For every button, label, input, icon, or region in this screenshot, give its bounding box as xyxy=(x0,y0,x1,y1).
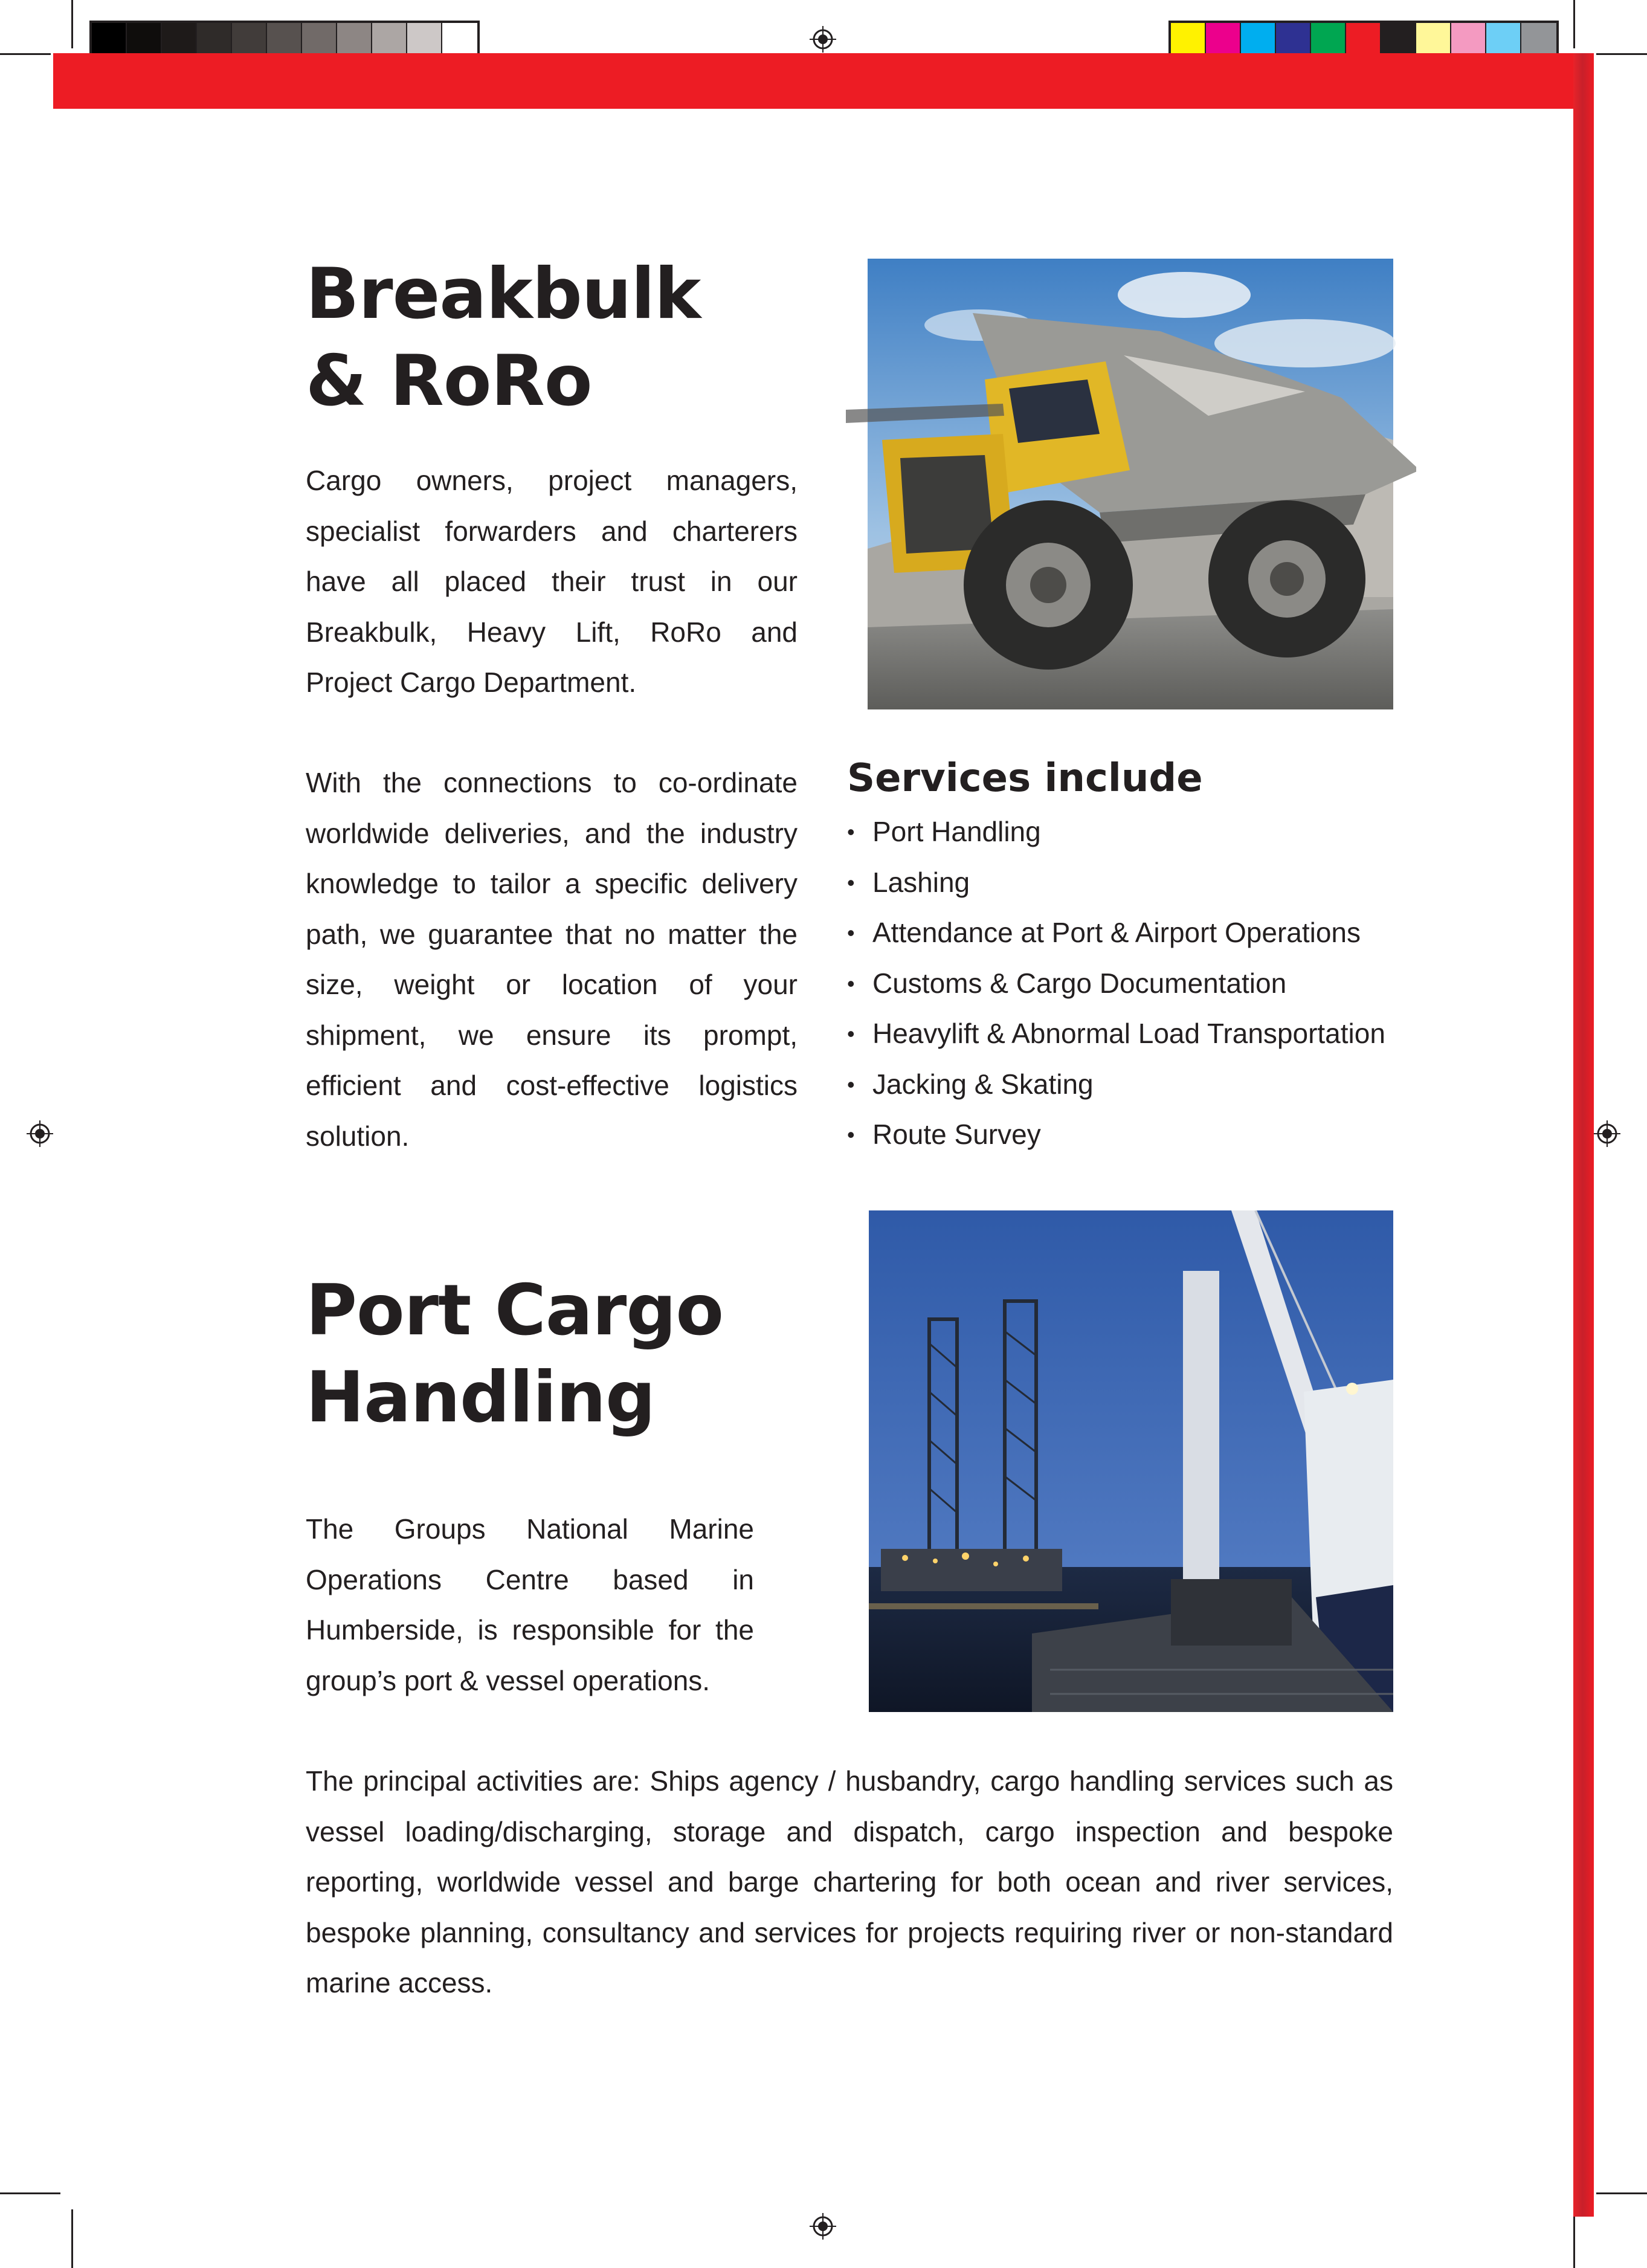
registration-mark-icon xyxy=(810,26,836,53)
grayscale-swatch xyxy=(197,23,232,54)
color-swatch xyxy=(1346,23,1381,54)
crop-mark xyxy=(0,2192,60,2194)
title-line: Port Cargo xyxy=(306,1270,724,1351)
color-swatch xyxy=(1311,23,1346,54)
service-item: • Customs & Cargo Documentation xyxy=(847,958,1385,1009)
grayscale-swatch xyxy=(372,23,407,54)
crop-mark xyxy=(71,2209,73,2268)
color-swatch xyxy=(1521,23,1556,54)
service-item: • Heavylift & Abnormal Load Transportation xyxy=(847,1009,1385,1059)
grayscale-color-bar xyxy=(89,21,480,57)
service-item: • Lashing xyxy=(847,858,1385,908)
registration-mark-icon xyxy=(27,1120,53,1147)
section-title-port-cargo xyxy=(306,1267,849,1441)
breakbulk-intro-paragraph: Cargo owners, project managers, specialist forwarders and charterers have all placed their trust in our Breakbulk, Heavy Lift, RoRo and Project Cargo Department. xyxy=(306,465,798,698)
header-red-band xyxy=(53,53,1594,109)
service-item: • Attendance at Port & Airport Operations xyxy=(847,908,1385,958)
title-line: & RoRo xyxy=(306,340,592,422)
color-swatch xyxy=(1416,23,1451,54)
color-swatch xyxy=(1241,23,1276,54)
registration-mark-icon xyxy=(810,2213,836,2240)
grayscale-swatch xyxy=(127,23,162,54)
grayscale-swatch xyxy=(337,23,372,54)
color-swatch xyxy=(1171,23,1206,54)
grayscale-swatch xyxy=(302,23,337,54)
title-line: Breakbulk xyxy=(306,253,701,335)
port-activities-paragraph: The principal activities are: Ships agency / husbandry, cargo handling services such as vessel loading/discharging, storage and dispatch, cargo inspection and bespoke reporting, worldwide vessel and barge chartering for both ocean and river services, bespoke planning, consultancy and services for projects requiring river or non-standard marine access. xyxy=(306,1765,1393,1998)
side-red-band xyxy=(1573,53,1594,2217)
port-intro-paragraph: The Groups National Marine Operations Centre based in Humberside, is responsible for the group’s port & vessel operations. xyxy=(306,1513,754,1696)
crop-mark xyxy=(1596,53,1647,55)
grayscale-swatch xyxy=(92,23,127,54)
process-color-bar xyxy=(1168,21,1559,57)
crop-mark xyxy=(1573,2209,1575,2268)
service-item: • Jacking & Skating xyxy=(847,1059,1385,1110)
color-swatch xyxy=(1486,23,1521,54)
registration-mark-icon xyxy=(1594,1120,1620,1147)
grayscale-swatch xyxy=(162,23,197,54)
services-heading: Services include xyxy=(847,756,1203,801)
grayscale-swatch xyxy=(442,23,477,54)
color-swatch xyxy=(1206,23,1241,54)
crop-mark xyxy=(71,0,73,48)
grayscale-swatch xyxy=(267,23,302,54)
service-item: • Port Handling xyxy=(847,807,1385,858)
color-swatch xyxy=(1381,23,1416,54)
grayscale-swatch xyxy=(407,23,442,54)
color-swatch xyxy=(1276,23,1311,54)
crop-mark xyxy=(1573,0,1575,48)
section-title-breakbulk xyxy=(306,251,789,425)
color-swatch xyxy=(1451,23,1486,54)
grayscale-swatch xyxy=(232,23,267,54)
crop-mark xyxy=(1596,2192,1647,2194)
breakbulk-body-paragraph: With the connections to co-ordinate worldwide deliveries, and the industry knowledge to tailor a specific delivery path, we guarantee that no matter the size, weight or location of your shipment, we ensure its prompt, efficient and cost-effective logistics solution. xyxy=(306,767,798,1152)
dump-truck-photo xyxy=(846,259,1416,709)
port-night-photo xyxy=(869,1210,1393,1712)
title-line: Handling xyxy=(306,1357,656,1438)
services-list xyxy=(847,807,1385,1160)
service-item: • Route Survey xyxy=(847,1110,1385,1160)
crop-mark xyxy=(0,53,51,55)
